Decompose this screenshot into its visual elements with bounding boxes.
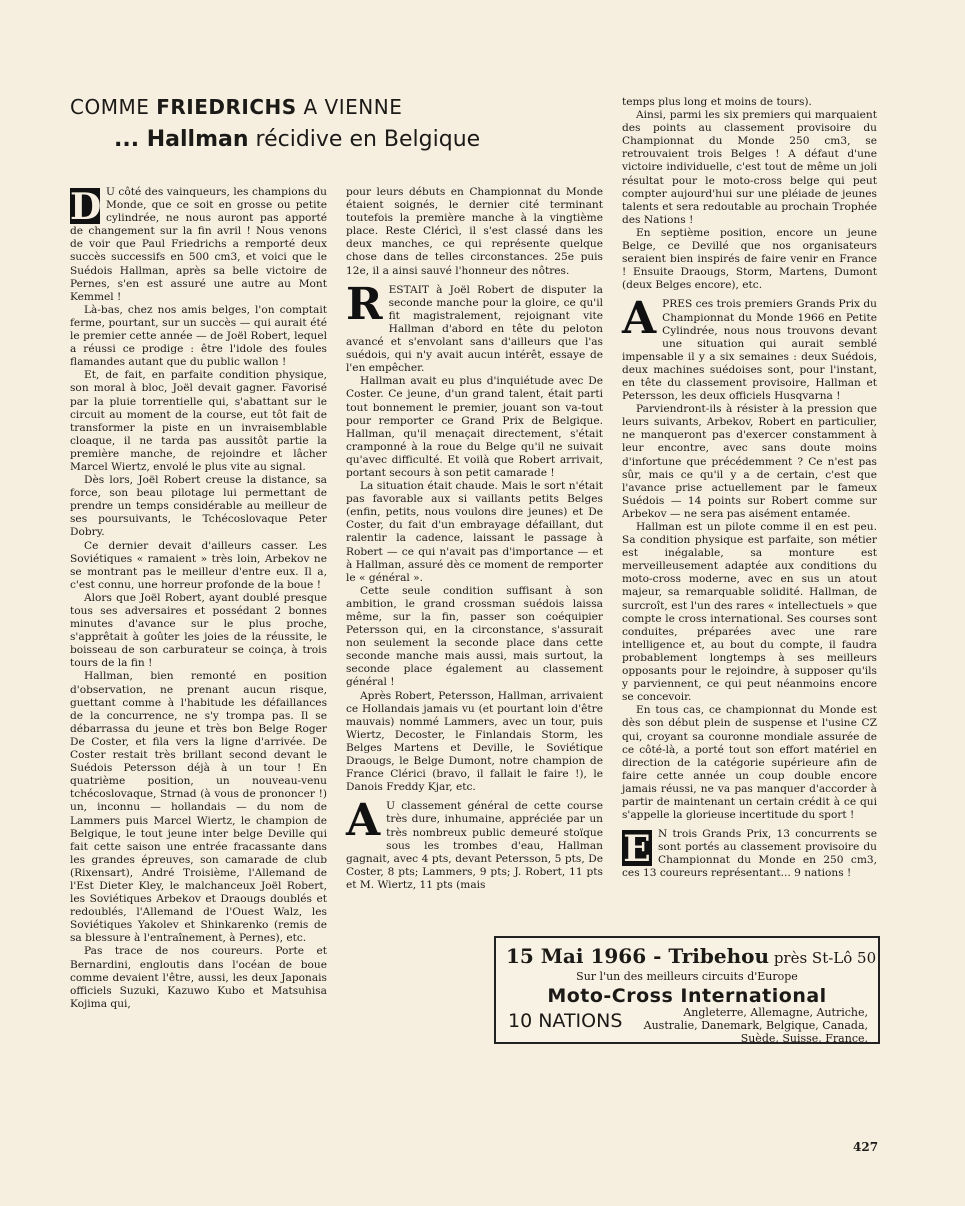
article-title — [70, 94, 610, 154]
ad-event-name: Moto-Cross International — [547, 985, 827, 1007]
paragraph-text: PRES ces trois premiers Grands Prix du Championnat du Monde 1966 en Petite Cylindrée, nous nous trouvons devant une situation qui aurait semblé impensable il y a six semaines : deux Suédois, deux machines suédoises sont, pour l'instant, en tête du classement provisoire, Hallman et Petersson, les deux officiels Husqvarna ! — [622, 298, 877, 403]
title-text: A VIENNE — [296, 95, 403, 119]
paragraph: temps plus long et moins de tours). — [622, 96, 812, 108]
drop-cap: D — [70, 186, 102, 228]
paragraph: Parviendront-ils à résister à la pression que leurs suivants, Arbekov, Robert en particulier, ne manqueront pas d'exercer constamment à leur encontre, avec sans doute moins d'infortune que précédemment ? Ce n'est pas sûr, mais ce qu'il y a de certain, c'est que l'avance prise actuellement par le fameux Suédois — 14 points sur Robert comme sur Arbekov — ne sera pas aisément entamée. — [622, 403, 877, 520]
event-advertisement — [494, 936, 880, 1044]
paragraph: Et, de fait, en parfaite condition physique, son moral à bloc, Joël devait gagner. Favorisé par la pluie torrentielle qui, s'abattant sur le circuit au moment de la course, eut tôt fait de transformer la piste en un invraisemblable cloaque, il ne tarda pas aussitôt partie la première manche, de rejoindre et lâcher Marcel Wiertz, envolé le plus vite au signal. — [70, 369, 327, 473]
ad-nations-count: 10 NATIONS — [508, 1010, 623, 1032]
paragraph: Ainsi, parmi les six premiers qui marquaient des points au classement provisoire du Championnat du Monde 250 cm3, se retrouvaient trois Belges ! A défaut d'une victoire individuelle, c'est tout de même un joli résultat pour le moto-cross belge qui peut compter aujourd'hui sur une pléiade de jeunes talents et sera redoutable au prochain Trophée des Nations ! — [622, 109, 877, 226]
paragraph: Hallman, bien remonté en position d'observation, ne prenant aucun risque, guettant comme à l'habitude les défaillances de la concurrence, ne s'y trompa pas. Il se débarrassa du jeune et très bon Belge Roger De Coster, et fila vers la ligne d'arrivée. De Coster restait très brillant second devant le Suédois Petersson déjà à un tour ! En quatrième position, un nouveau-venu tchécoslovaque, Strnad (à vous de prononcer !) un, inconnu — hollandais — du nom de Lammers puis Marcel Wiertz, le champion de Belgique, le tout jeune inter belge Deville qui fait cette saison une entrée fracassante dans les grandes épreuves, son camarade de club (Rixensart), André Troisième, l'Allemand de l'Est Dieter Kley, le malchanceux Joël Robert, les Soviétiques Arbekov et Draougs doublés et redoublés, l'Allemand de l'Ouest Walz, les Soviétiques Yakolev et Shinkarenko (remis de sa blessure à l'entraînement, à Pernes), etc. — [70, 670, 327, 945]
paragraph: Dès lors, Joël Robert creuse la distance, sa force, son beau pilotage lui permettant de prendre un temps considérable au meilleur de ses poursuivants, le Tchécoslovaque Peter Dobry. — [70, 474, 327, 539]
title-line-2 — [70, 126, 610, 154]
drop-cap: E — [623, 828, 651, 871]
article-column-1 — [70, 186, 327, 1011]
paragraph-text: N trois Grands Prix, 13 concurrents se sont portés au classement provisoire du Championnat du Monde en 250 cm3, ces 13 coureurs représentant... 9 nations ! — [622, 828, 877, 880]
paragraph — [70, 186, 327, 304]
paragraph: Hallman avait eu plus d'inquiétude avec De Coster. Ce jeune, d'un grand talent, était parti tout bonnement le premier, jouant son va-tout pour remporter ce Grand Prix de Belgique. Hallman, qu'il menaçait directement, s'était cramponné à la roue du Belge qu'il ne suivait qu'avec difficulté. Et voilà que Robert arrivait, portant secours à son petit camarade ! — [346, 375, 603, 479]
ad-place: près St-Lô 50 — [769, 949, 877, 967]
paragraph: Là-bas, chez nos amis belges, l'on comptait ferme, pourtant, sur un succès — qui aurait été le premier cette année — de Joël Robert, lequel a réussi ce prodige : être l'idole des foules flamandes autant que du public wallon ! — [70, 303, 327, 369]
paragraph — [622, 293, 877, 403]
paragraph: En tous cas, ce championnat du Monde est dès son début plein de suspense et l'usine CZ qui, croyant sa couronne mondiale assurée de ce côté-là, a porté tout son effort matériel en direction de la catégorie supérieure afin de faire cette année un coup double encore jamais réussi, ne va pas manquer d'accorder à partir de maintenant un certain crédit à ce qui s'appelle la glorieuse incertitude du sport ! — [622, 704, 877, 822]
drop-cap: A — [622, 293, 657, 345]
paragraph — [346, 278, 603, 376]
title-line-1 — [70, 94, 610, 120]
paragraph — [622, 828, 877, 880]
article-column-2 — [346, 186, 603, 892]
drop-cap: A — [346, 795, 381, 847]
drop-cap: R — [346, 278, 383, 330]
ad-subtitle: Sur l'un des meilleurs circuits d'Europe — [576, 970, 798, 983]
ad-country-list: Angleterre, Allemagne, Autriche, Australie, Danemark, Belgique, Canada, Suède, Suisse, France. — [643, 1006, 868, 1045]
paragraph-text: U côté des vainqueurs, les champions du Monde, que ce soit en grosse ou petite cylindrée, ne nous auront pas apporté de changement sur la fin avril ! Nous venons de voir que Paul Friedrichs a remporté deux succès successifs en 500 cm3, et voici que le Suédois Hallman, après sa belle victoire de Pernes, s'en est assuré une autre au Mont Kemmel ! — [70, 186, 327, 303]
paragraph: Hallman est un pilote comme il en est peu. Sa condition physique est parfaite, son métier est inégalable, sa monture est merveilleusement adaptée aux conditions du moto-cross moderne, avec en sus un atout majeur, sa remarquable solidité. Hallman, de surcroît, est l'un des rares « intellectuels » que compte le cross international. Ses courses sont conduites, préparées avec une rare intelligence et, au bout du compte, il faudra probablement longtemps à ses meilleurs opposants pour le rejoindre, à supposer qu'ils y parviennent, ce qui peut néanmoins encore se concevoir. — [622, 521, 877, 704]
page-number: 427 — [853, 1140, 879, 1154]
paragraph-text: ESTAIT à Joël Robert de disputer la seconde manche pour la gloire, ce qu'il fit magistralement, rejoignant vite Hallman d'abord en tête du peloton avancé et s'envolant sans d'ailleurs que l'as suédois, qui n'y avait aucun intérêt, essaye de l'en empêcher. — [346, 283, 603, 375]
title-text: COMME — [70, 95, 157, 119]
title-name: ... Hallman — [114, 127, 249, 152]
paragraph: Ce dernier devait d'ailleurs casser. Les Soviétiques « ramaient » très loin, Arbekov ne se montrant pas le meilleur d'entre eux. Il a, c'est connu, une horreur profonde de la boue ! — [70, 539, 327, 591]
ad-headline — [506, 944, 876, 968]
title-name: FRIEDRICHS — [156, 95, 297, 119]
ad-date: 15 Mai 1966 - Tribehou — [506, 944, 770, 968]
paragraph: Cette seule condition suffisant à son ambition, le grand crossman suédois laissa même, sur la fin, passer son coéquipier Petersson qui, en la circonstance, s'assurait non seulement la seconde place dans cette seconde manche mais aussi, mais surtout, la seconde place également au classement général ! — [346, 584, 603, 689]
paragraph: La situation était chaude. Mais le sort n'était pas favorable aux si vaillants petits Belges (enfin, petits, nous voulons dire jeunes) et De Coster, du fait d'un embrayage défaillant, dut ralentir la cadence, laissant le passage à Robert — ce qui n'avait pas d'importance — et à Hallman, assuré dès ce moment de remporter le « général ». — [346, 480, 603, 584]
title-text: récidive en Belgique — [248, 127, 481, 152]
paragraph: Alors que Joël Robert, ayant doublé presque tous ses adversaires et possédant 2 bonnes minutes d'avance sur le plus proche, s'apprêtait à goûter les joies de la réussite, le boisseau de son carburateur se coinça, à trois tours de la fin ! — [70, 591, 327, 670]
article-column-3 — [622, 96, 877, 881]
paragraph: Après Robert, Petersson, Hallman, arrivaient ce Hollandais jamais vu (et pourtant loin d'être mauvais) nommé Lammers, avec un tour, puis Wiertz, Decoster, le Finlandais Storm, les Belges Martens et Deville, le Soviétique Draougs, le Belge Dumont, notre champion de France Clérici (bravo, il fallait le faire !), le Danois Freddy Kjar, etc. — [346, 689, 603, 794]
paragraph: En septième position, encore un jeune Belge, ce Devillé que nos organisateurs seraient bien inspirés de faire venir en France ! Ensuite Draougs, Storm, Martens, Dumont (deux Belges encore), etc. — [622, 226, 877, 292]
paragraph: Pas trace de nos coureurs. Porte et Bernardini, engloutis dans l'océan de boue comme devaient l'être, aussi, les deux Japonais officiels Suzuki, Kazuwo Kubo et Matsuhisa Kojima qui, — [70, 945, 327, 1010]
paragraph — [346, 795, 603, 892]
paragraph-text: U classement général de cette course très dure, inhumaine, appréciée par un très nombreux public demeuré stoïque sous les trombes d'eau, Hallman gagnait, avec 4 pts, devant Petersson, 5 pts, De Coster, 8 pts; Lammers, 9 pts; J. Robert, 11 pts et M. Wiertz, 11 pts (mais — [346, 800, 603, 891]
paragraph: pour leurs débuts en Championnat du Monde étaient soignés, le dernier cité terminant toutefois la première manche à la vingtième place. Reste Cléricì, il s'est classé dans les deux manches, ce qui représente quelque chose dans de telles circonstances. 25e puis 12e, il a ainsi sauvé l'honneur des nôtres. — [346, 186, 603, 277]
